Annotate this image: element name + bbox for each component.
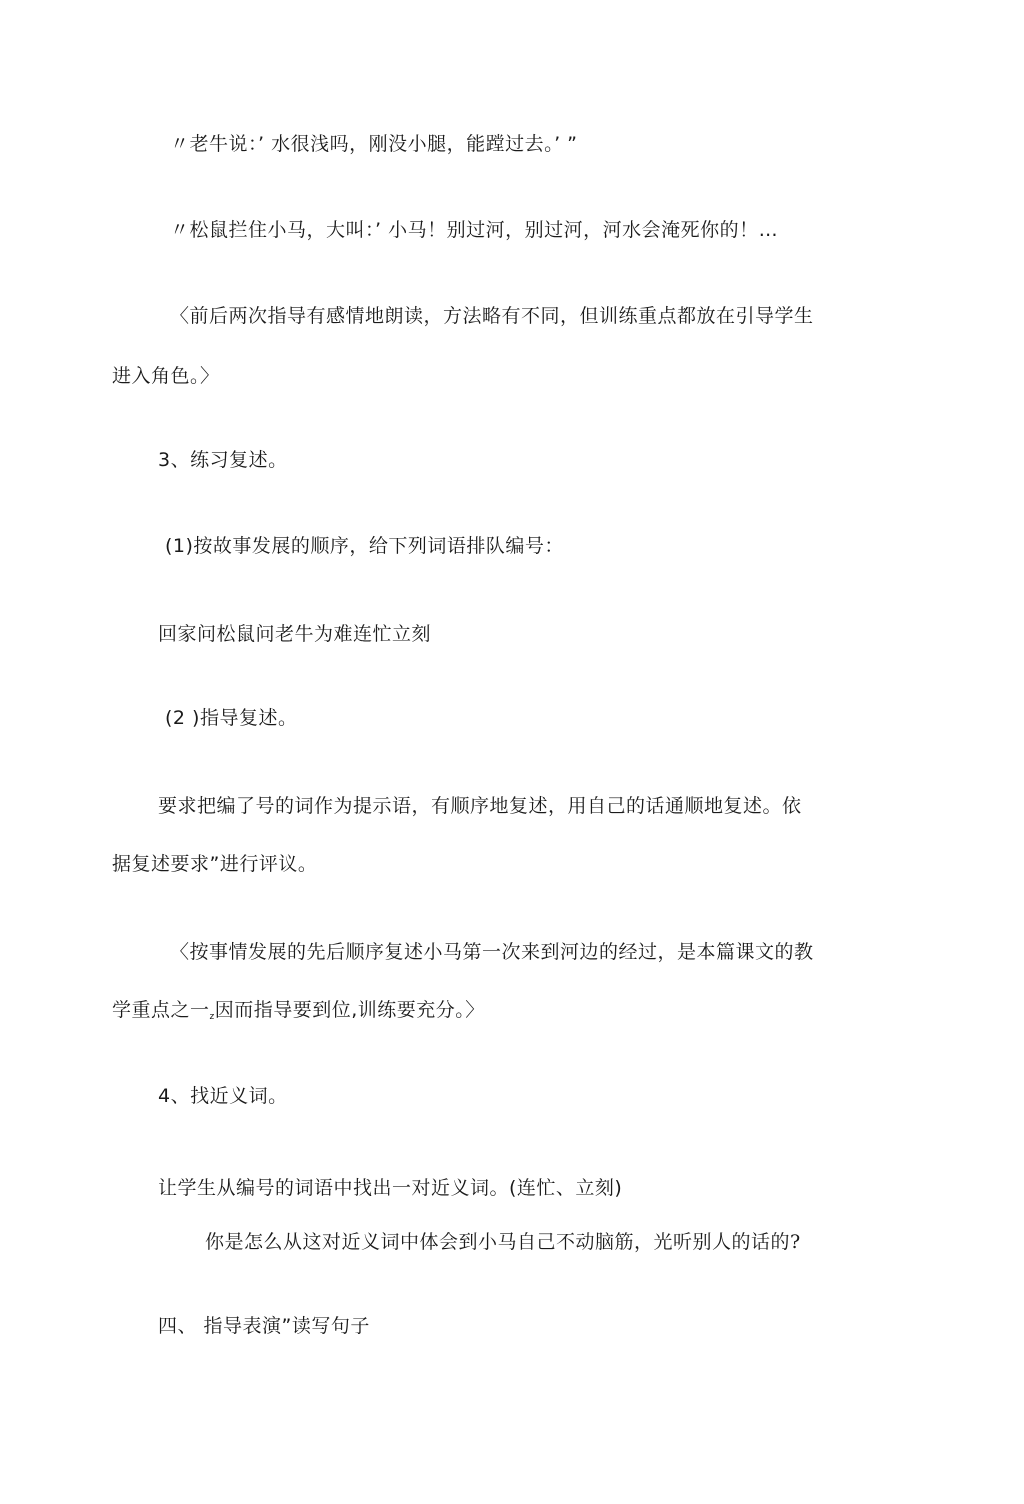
retell-requirement-line1: 要求把编了号的词作为提示语，有顺序地复述，用自己的话通顺地复述。依: [158, 795, 802, 817]
stray-subscript: z: [209, 1012, 215, 1022]
quote-old-cow: 〃老牛说：’ 水很浅吗，刚没小腿，能蹚过去。’ ”: [170, 133, 578, 155]
note-reading-guidance-line1: 〈前后两次指导有感情地朗读，方法略有不同，但训练重点都放在引导学生: [170, 305, 814, 327]
step-2-guided-retell: (2 )指导复述。: [165, 707, 298, 729]
section-heading-synonyms: 4、找近义词。: [158, 1085, 288, 1107]
section-heading-performance: 四、 指导表演”读写句子: [158, 1315, 370, 1337]
word-list: 回家问松鼠问老牛为难连忙立刻: [158, 623, 432, 645]
retell-requirement-line2: 据复述要求”进行评议。: [112, 853, 318, 875]
note-teaching-focus-line1: 〈按事情发展的先后顺序复述小马第一次来到河边的经过，是本篇课文的教: [170, 941, 814, 963]
note-teaching-focus-line2: [112, 998, 485, 1029]
note-reading-guidance-line2: 进入角色。〉: [112, 365, 220, 387]
synonym-instruction: 让学生从编号的词语中找出一对近义词。(连忙、立刻): [158, 1177, 623, 1199]
quote-squirrel: 〃松鼠拦住小马，大叫：’ 小马！别过河，别过河，河水会淹死你的！…: [170, 219, 779, 241]
section-heading-retell: 3、练习复述。: [158, 449, 288, 471]
note-teaching-focus-part2: 因而指导要到位,训练要充分。〉: [214, 999, 485, 1021]
step-1-ordering: (1)按故事发展的顺序，给下列词语排队编号：: [165, 535, 564, 557]
synonym-question: 你是怎么从这对近义词中体会到小马自己不动脑筋，光听别人的话的?: [205, 1231, 801, 1253]
note-teaching-focus-part1: 学重点之一: [112, 999, 210, 1021]
